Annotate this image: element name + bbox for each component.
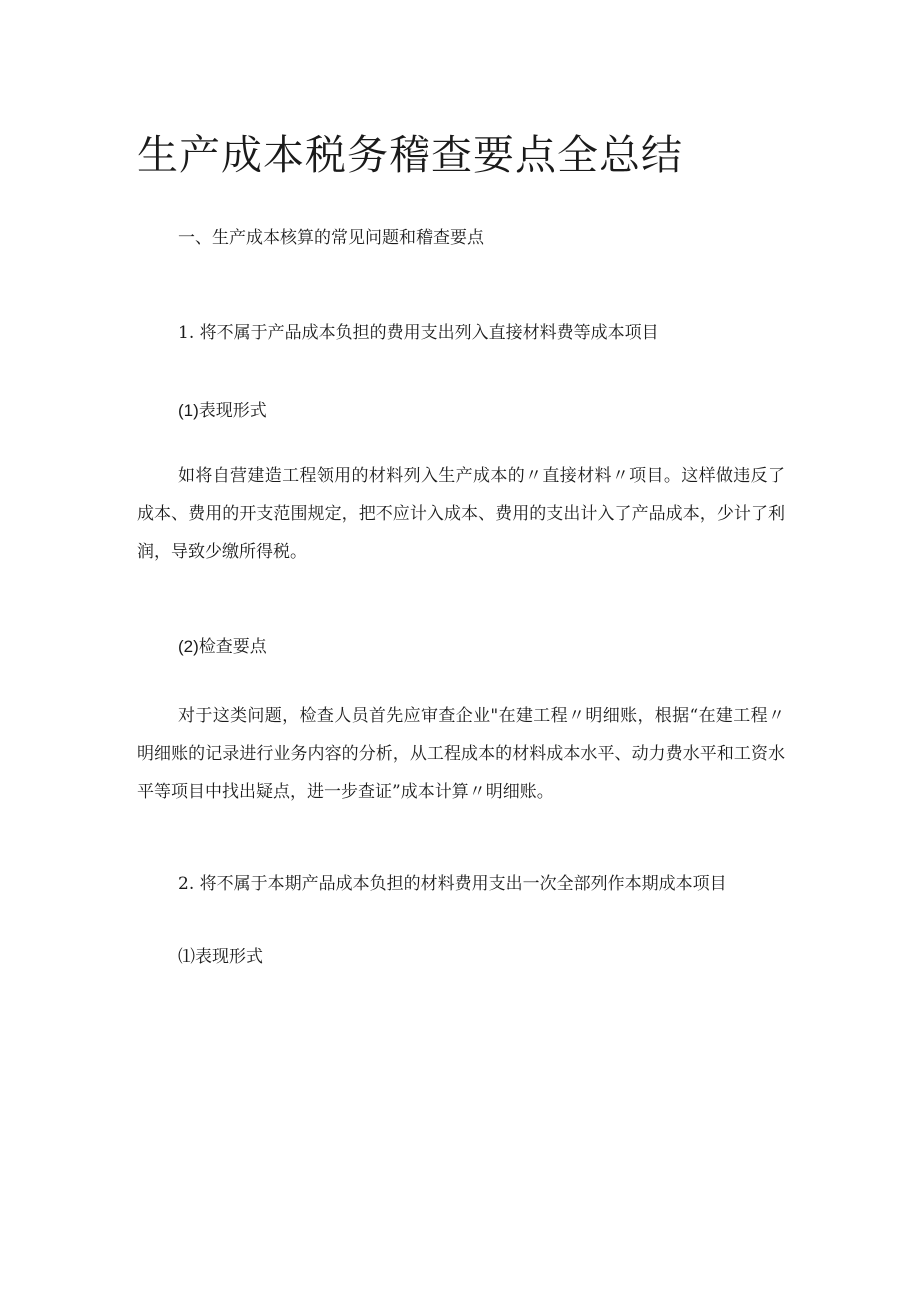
document-title: 生产成本税务稽查要点全总结 [137, 131, 683, 179]
item-1-heading: 1. 将不属于产品成本负担的费用支出列入直接材料费等成本项目 [178, 323, 659, 343]
section-heading: 一、生产成本核算的常见问题和稽查要点 [178, 228, 484, 248]
item-1-sub-2-paragraph: 对于这类问题，检查人员首先应审查企业"在建工程〃明细账，根据“在建工程〃明细账的记录进行业务内容的分析，从工程成本的材料成本水平、动力费水平和工资水平等项目中找出疑点，进一步查证”成本计算〃明细账。 [137, 706, 785, 802]
item-2-heading: 2. 将不属于本期产品成本负担的材料费用支出一次全部列作本期成本项目 [178, 874, 727, 894]
item-1-sub-1-label: (1)表现形式 [178, 401, 267, 420]
item-1-sub-2-label: (2)检查要点 [178, 637, 267, 656]
item-1-sub-1-paragraph: 如将自营建造工程领用的材料列入生产成本的〃直接材料〃项目。这样做违反了成本、费用的开支范围规定，把不应计入成本、费用的支出计入了产品成本，少计了利润，导致少缴所得税。 [137, 466, 785, 562]
item-2-sub-1-label: ⑴表现形式 [178, 947, 263, 967]
